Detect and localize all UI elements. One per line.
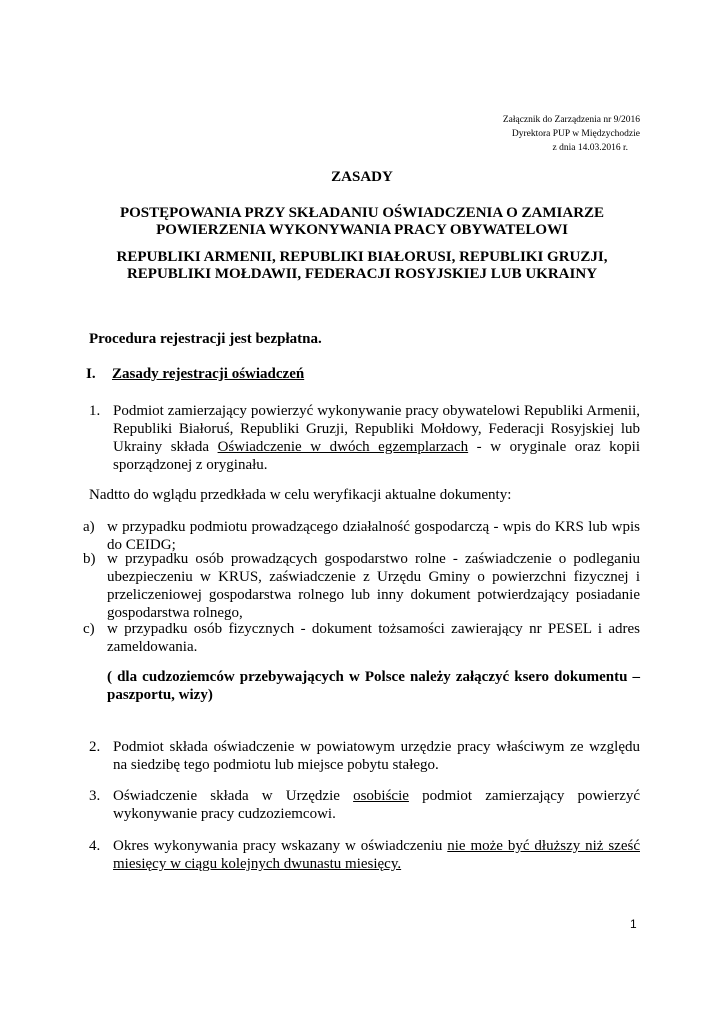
sub-item-a: [83, 518, 640, 554]
additional-documents-intro: Nadtto do wglądu przedkłada w celu weryfikacji aktualne dokumenty:: [89, 487, 512, 503]
foreigners-note: ( dla cudzoziemców przebywających w Polsce należy załączyć ksero dokumentu – paszportu, wizy): [107, 669, 640, 703]
sub-item-letter: a): [83, 519, 95, 535]
list-item-number: 1.: [89, 403, 101, 419]
section-heading: [86, 366, 304, 383]
list-item-number: 4.: [89, 838, 101, 854]
item-4-text-a: Okres wykonywania pracy wskazany w oświadczeniu: [113, 838, 448, 854]
item-1-text-b: - w oryginale oraz kopii sporządzonej z oryginału.: [113, 439, 640, 473]
subtitle-2-line-1: REPUBLIKI ARMENII, REPUBLIKI BIAŁORUSI, REPUBLIKI GRUZJI,: [116, 249, 608, 265]
sub-item-c: [83, 620, 640, 656]
section-label: Zasady rejestracji oświadczeń: [112, 366, 305, 382]
item-1-underlined: Oświadczenie w dwóch egzemplarzach: [217, 439, 469, 455]
list-item-3: [89, 787, 641, 823]
subtitle-1-line-2: POWIERZENIA WYKONYWANIA PRACY OBYWATELOWI: [156, 222, 568, 238]
subtitle-2-line-2: REPUBLIKI MOŁDAWII, FEDERACJI ROSYJSKIEJ LUB UKRAINY: [126, 266, 598, 282]
sub-item-letter: c): [83, 621, 95, 637]
item-3-text-b: podmiot zamierzający powierzyć wykonywanie pracy cudzoziemcowi.: [113, 788, 641, 822]
annex-note: [503, 113, 640, 155]
sub-item-text: w przypadku podmiotu prowadzącego działalność gospodarczą - wpis do KRS lub wpis do CEIDG;: [107, 519, 640, 553]
list-item-number: 2.: [89, 739, 101, 755]
sub-item-text: w przypadku osób prowadzących gospodarstwo rolne - zaświadczenie o podleganiu ubezpieczeniu w KRUS, zaświadczenie z Urzędu Gminy o powierzchni fizycznej i przeliczeniowej gospodarstwa rolnego lub inny dokument potwierdzający posiadanie gospodarstwa rolnego,: [107, 551, 640, 621]
list-item-1: [89, 402, 640, 474]
page-number: 1: [630, 917, 637, 931]
annex-line-3: z dnia 14.03.2016 r.: [552, 143, 628, 153]
section-number: I.: [86, 366, 96, 382]
item-4-underlined: nie może być dłuższy niż sześć miesięcy w ciągu kolejnych dwunastu miesięcy.: [113, 838, 640, 872]
subtitle-1-line-1: POSTĘPOWANIA PRZY SKŁADANIU OŚWIADCZENIA O ZAMIARZE: [119, 205, 605, 221]
annex-line-2: Dyrektora PUP w Międzychodzie: [511, 129, 640, 139]
sub-item-letter: b): [83, 551, 96, 567]
list-item-2: [89, 738, 640, 774]
item-2-text: Podmiot składa oświadczenie w powiatowym urzędzie pracy właściwym ze względu na siedzibę tego podmiotu lub miejsce pobytu stałego.: [113, 739, 640, 773]
document-title: ZASADY: [331, 169, 393, 185]
annex-line-1: Załącznik do Zarządzenia nr 9/2016: [502, 115, 640, 125]
item-3-text-a: Oświadczenie składa w Urzędzie: [113, 788, 354, 804]
subtitle-2: [0, 249, 724, 283]
free-procedure-note: Procedura rejestracji jest bezpłatna.: [89, 331, 322, 347]
list-item-4: [89, 837, 640, 873]
item-3-underlined: osobiście: [353, 788, 409, 804]
list-item-number: 3.: [89, 788, 101, 804]
subtitle-1: [0, 205, 724, 239]
item-1-text-a: Podmiot zamierzający powierzyć wykonywanie pracy obywatelowi Republiki Armenii, Republiki Białoruś, Republiki Gruzji, Republiki Mołdowy, Federacji Rosyjskiej lub Ukrainy składa: [113, 403, 640, 455]
sub-item-b: [83, 550, 640, 622]
sub-item-text: w przypadku osób fizycznych - dokument tożsamości zawierający nr PESEL i adres zameldowania.: [107, 621, 640, 655]
